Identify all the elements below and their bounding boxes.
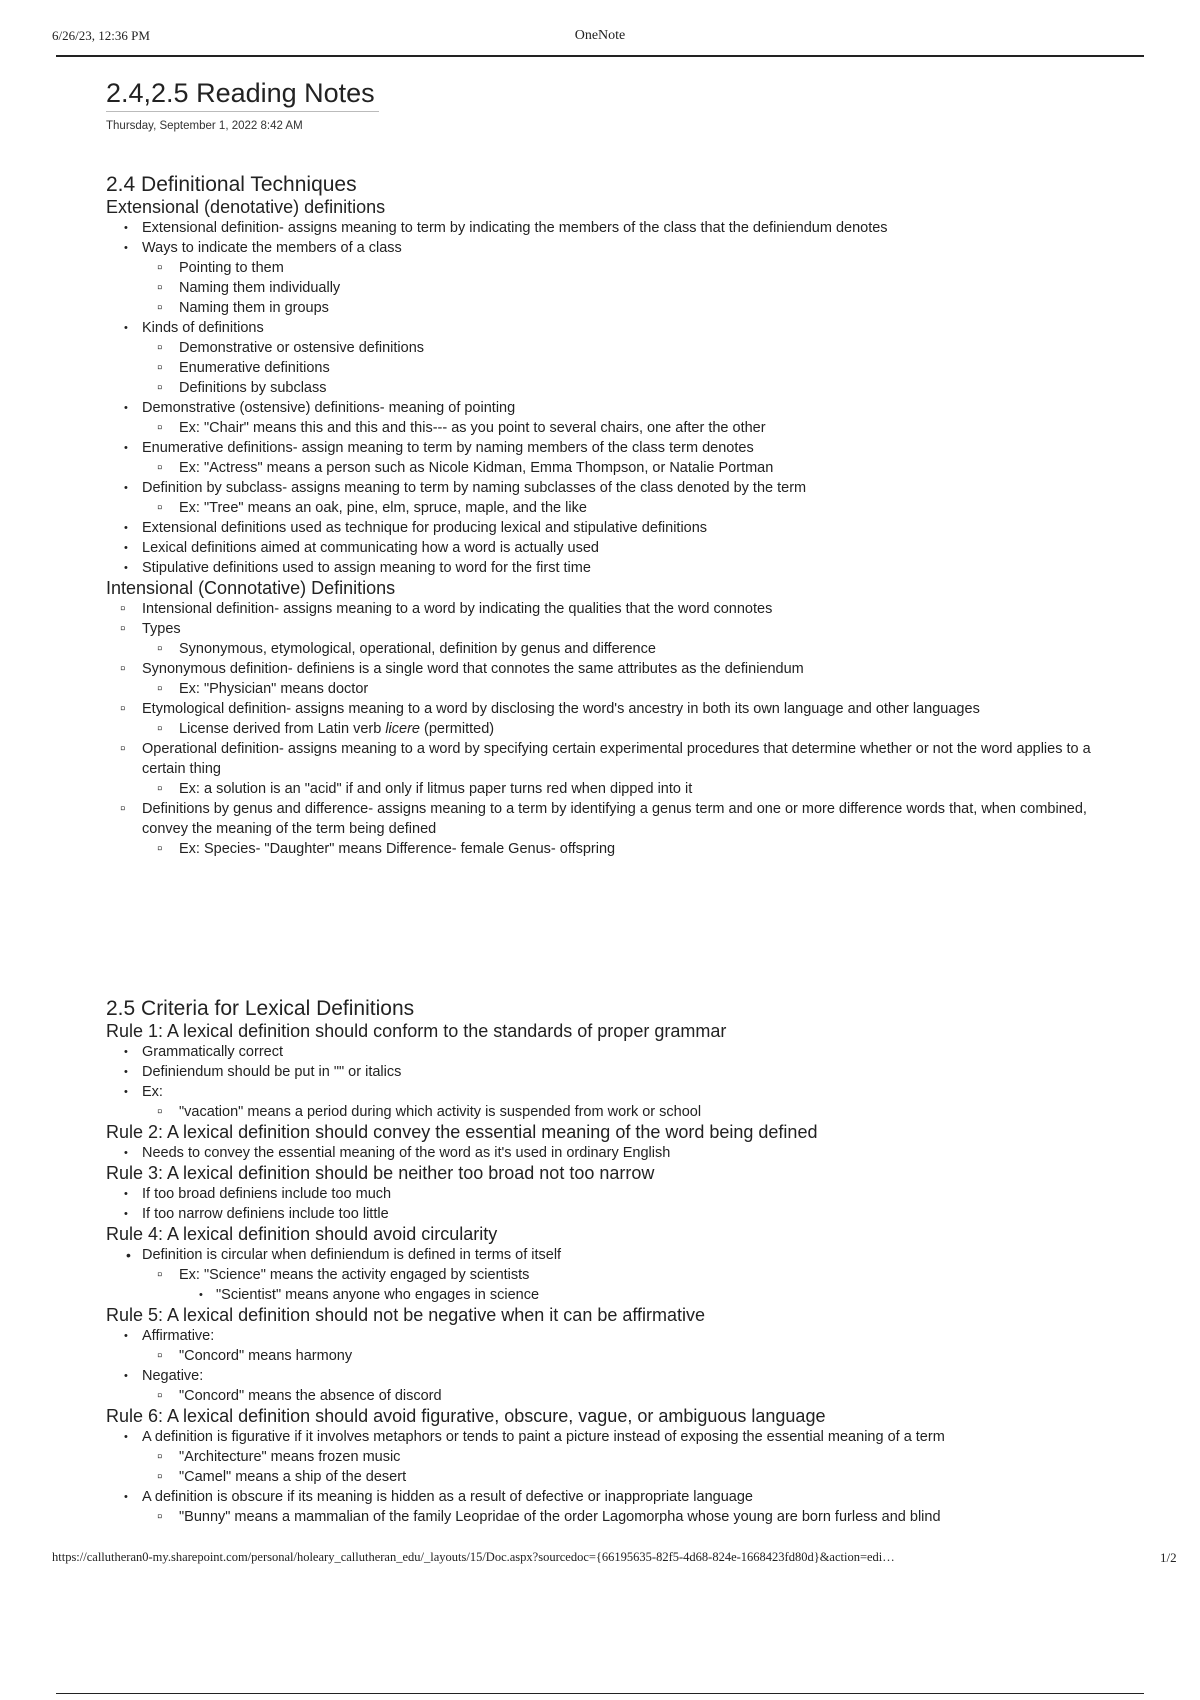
list-item: ▫ Ex: "Science" means the activity engaged by scientists — [106, 1265, 1136, 1285]
rule-heading: Rule 6: A lexical definition should avoid figurative, obscure, vague, or ambiguous language — [106, 1406, 826, 1426]
rule-list — [106, 1184, 1136, 1224]
rule-list — [106, 1326, 1136, 1406]
list-item: ▫ Intensional definition- assigns meaning to a word by indicating the qualities that the word connotes — [106, 599, 1136, 619]
rule-list — [106, 1143, 1136, 1163]
intensional-list — [106, 599, 1136, 859]
app-name: OneNote — [574, 28, 626, 43]
rule-list — [106, 1427, 1136, 1527]
list-item: • Kinds of definitions — [106, 318, 1136, 338]
list-item: ▫ Ex: a solution is an "acid" if and only if litmus paper turns red when dipped into it — [106, 779, 1136, 799]
list-item: ▫ Ex: "Actress" means a person such as Nicole Kidman, Emma Thompson, or Natalie Portman — [106, 458, 1136, 478]
list-item: • Negative: — [106, 1366, 1136, 1386]
rule-heading: Rule 1: A lexical definition should conform to the standards of proper grammar — [106, 1021, 727, 1041]
list-item: • A definition is figurative if it involves metaphors or tends to paint a picture instead of exposing the essential meaning of a term — [106, 1427, 1136, 1447]
section-heading: 2.5 Criteria for Lexical Definitions — [106, 997, 415, 1020]
rule-heading: Rule 4: A lexical definition should avoid circularity — [106, 1224, 498, 1244]
rule-heading: Rule 5: A lexical definition should not be negative when it can be affirmative — [106, 1305, 706, 1325]
subsection-heading: Intensional (Connotative) Definitions — [106, 578, 396, 598]
list-item: ▫ Ex: "Chair" means this and this and this--- as you point to several chairs, one after the other — [106, 418, 1136, 438]
list-item: ▫ Naming them in groups — [106, 298, 1136, 318]
list-item: • Extensional definition- assigns meaning to term by indicating the members of the class that the definiendum denotes — [106, 218, 1136, 238]
list-item: ▫ Ex: Species- "Daughter" means Difference- female Genus- offspring — [106, 839, 1136, 859]
list-item: ▫ Types — [106, 619, 1136, 639]
footer-divider — [56, 1693, 1144, 1694]
list-item: ▫ Naming them individually — [106, 278, 1136, 298]
list-item: • Needs to convey the essential meaning of the word as it's used in ordinary English — [106, 1143, 1136, 1163]
subsection-heading: Extensional (denotative) definitions — [106, 197, 386, 217]
list-item: ▫ License derived from Latin verb licere (permitted) — [106, 719, 1136, 739]
list-item: ▫ Synonymous definition- definiens is a single word that connotes the same attributes as the definiendum — [106, 659, 1136, 679]
rule-heading: Rule 2: A lexical definition should convey the essential meaning of the word being defined — [106, 1122, 818, 1142]
list-item: ▫ "vacation" means a period during which activity is suspended from work or school — [106, 1102, 1136, 1122]
list-item: • Ways to indicate the members of a class — [106, 238, 1136, 258]
list-item: ▫ Pointing to them — [106, 258, 1136, 278]
list-item: ▫ Definitions by genus and difference- assigns meaning to a term by identifying a genus term and one or more difference words that, when combined, convey the meaning of the term being defined — [106, 799, 1136, 839]
list-item: ▫ Enumerative definitions — [106, 358, 1136, 378]
list-item: ▫ "Concord" means harmony — [106, 1346, 1136, 1366]
rule-list — [106, 1042, 1136, 1122]
list-item: • Lexical definitions aimed at communicating how a word is actually used — [106, 538, 1136, 558]
list-item: • Extensional definitions used as technique for producing lexical and stipulative definitions — [106, 518, 1136, 538]
list-item: • Definition by subclass- assigns meaning to term by naming subclasses of the class denoted by the term — [106, 478, 1136, 498]
section-2-4 — [106, 172, 1136, 859]
list-item: ▫ "Bunny" means a mammalian of the family Leopridae of the order Lagomorpha whose young are born furless and blind — [106, 1507, 1136, 1527]
list-item: ▫ Operational definition- assigns meaning to a word by specifying certain experimental procedures that determine whether or not the word applies to a certain thing — [106, 739, 1136, 779]
rule-heading: Rule 3: A lexical definition should be neither too broad not too narrow — [106, 1163, 655, 1183]
list-item: • A definition is obscure if its meaning is hidden as a result of defective or inappropriate language — [106, 1487, 1136, 1507]
list-item: ▫ Demonstrative or ostensive definitions — [106, 338, 1136, 358]
list-item: ▫ "Architecture" means frozen music — [106, 1447, 1136, 1467]
list-item: • Ex: — [106, 1082, 1136, 1102]
page-number: 1/2 — [1160, 1550, 1177, 1565]
footer-url: https://callutheran0-my.sharepoint.com/personal/holeary_callutheran_edu/_layouts/15/Doc.aspx?sourcedoc={66195635-82f5-4d68-824e-1668423fd80d}&action=edi… — [52, 1550, 895, 1564]
list-item: • If too broad definiens include too much — [106, 1184, 1136, 1204]
list-item: • "Scientist" means anyone who engages in science — [106, 1285, 1136, 1305]
list-item: • Definiendum should be put in "" or italics — [106, 1062, 1136, 1082]
list-item: • Demonstrative (ostensive) definitions- meaning of pointing — [106, 398, 1136, 418]
list-item: ▫ Ex: "Tree" means an oak, pine, elm, spruce, maple, and the like — [106, 498, 1136, 518]
list-item: ▫ "Concord" means the absence of discord — [106, 1386, 1136, 1406]
header-divider — [56, 55, 1144, 57]
list-item: ▫ Definitions by subclass — [106, 378, 1136, 398]
list-item: • Definition is circular when definiendum is defined in terms of itself — [106, 1245, 1136, 1265]
list-item: ▫ Etymological definition- assigns meaning to a word by disclosing the word's ancestry in both its own language and other languages — [106, 699, 1136, 719]
page-created-date: Thursday, September 1, 2022 8:42 AM — [106, 120, 303, 132]
list-item: • Grammatically correct — [106, 1042, 1136, 1062]
list-item: ▫ Ex: "Physician" means doctor — [106, 679, 1136, 699]
section-2-5 — [106, 996, 1136, 1527]
list-item: • Enumerative definitions- assign meaning to term by naming members of the class term denotes — [106, 438, 1136, 458]
print-date: 6/26/23, 12:36 PM — [52, 28, 150, 43]
list-item: • Stipulative definitions used to assign meaning to word for the first time — [106, 558, 1136, 578]
list-item: • If too narrow definiens include too little — [106, 1204, 1136, 1224]
rule-list — [106, 1245, 1136, 1305]
section-heading: 2.4 Definitional Techniques — [106, 173, 357, 196]
list-item: • Affirmative: — [106, 1326, 1136, 1346]
extensional-list — [106, 218, 1136, 578]
list-item: ▫ "Camel" means a ship of the desert — [106, 1467, 1136, 1487]
page-title: 2.4,2.5 Reading Notes — [106, 78, 379, 112]
list-item: ▫ Synonymous, etymological, operational, definition by genus and difference — [106, 639, 1136, 659]
